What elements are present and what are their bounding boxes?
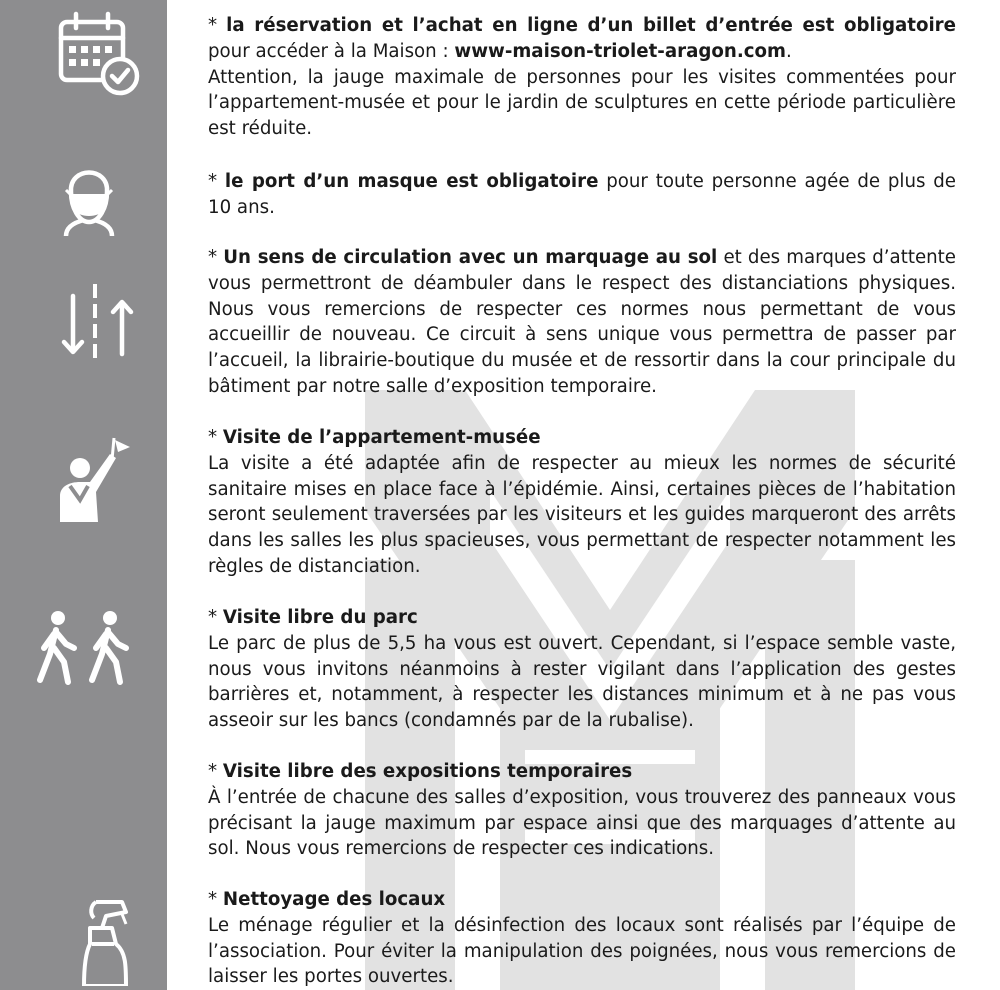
- booking-text: pour accéder à la Maison :: [208, 40, 455, 62]
- bullet-star: *: [208, 761, 223, 782]
- bullet-star: *: [208, 427, 223, 448]
- apartment-title: [208, 425, 956, 451]
- park-text: Le parc de plus de 5,5 ha vous est ouvert. Cependant, si l’espace semble vaste, nous vous invitons néanmoins à rester vigilant dans l’application des gestes barrières et, notamment, à respecter les distances minimum et à ne pas vous asseoir sur les bancs (condamnés par de la rubalise).: [208, 632, 956, 732]
- park-title: [208, 605, 956, 631]
- bullet-star: *: [208, 247, 224, 268]
- mask-paragraph: [208, 169, 956, 221]
- bullet-star: *: [208, 171, 225, 192]
- section-mask: [208, 169, 956, 221]
- booking-url: www-maison-triolet-aragon.com: [454, 40, 786, 62]
- sidebar: [0, 0, 167, 990]
- mask-text: pour toute personne agée de plus de 10 ans.: [208, 171, 956, 218]
- section-circulation: [208, 245, 956, 400]
- cleaning-title: [208, 887, 956, 913]
- face-mask-icon: [36, 146, 142, 238]
- exhibitions-heading: Visite libre des expositions temporaires: [222, 761, 633, 782]
- mask-heading: le port d’un masque est obligatoire: [224, 171, 599, 192]
- circulation-text: et des marques d’attente vous permettront de déambuler dans le respect des distanciations physiques. Nous vous remercions de respecter ces normes nous permettant de vous accueillir de nouveau. Ce circuit à sens unique vous permettra de passer par l’accueil, la librairie-boutique du musée et de ressortir dans la cour principale du bâtiment par notre salle d’exposition temporaire.: [208, 247, 956, 397]
- booking-paragraph: [208, 13, 956, 65]
- guide-flag-icon: [36, 434, 142, 526]
- circulation-heading: Un sens de circulation avec un marquage au sol: [223, 247, 718, 268]
- cleaning-text: Le ménage régulier et la désinfection des locaux sont réalisés par l’équipe de l’association. Pour éviter la manipulation des poignées, nous vous remercions de laisser les portes ouvertes.: [208, 914, 956, 988]
- bullet-star: *: [208, 607, 223, 628]
- section-cleaning: [208, 887, 956, 990]
- circulation-arrows-icon: [36, 282, 142, 374]
- bullet-star: *: [208, 15, 227, 36]
- calendar-check-icon: [36, 8, 142, 100]
- section-park: [208, 605, 956, 734]
- apartment-text: La visite a été adaptée afin de respecter au mieux les normes de sécurité sanitaire mises en place face à l’épidémie. Ainsi, certaines pièces de l’habitation seront seulement traversées par les visiteurs et les guides marqueront des arrêts dans les salles les plus spacieuses, vous permettant de respecter notamment les règles de distanciation.: [208, 452, 956, 577]
- section-exhibitions: [208, 759, 956, 862]
- booking-heading: la réservation et l’achat en ligne d’un billet d’entrée est obligatoire: [226, 15, 956, 36]
- exhibitions-text: À l’entrée de chacune des salles d’exposition, vous trouverez des panneaux vous précisant la jauge maximum par espace ainsi que des marquages d’attente au sol. Nous vous remercions de respecter ces indications.: [208, 786, 956, 860]
- exhibitions-title: [208, 759, 956, 785]
- bullet-star: *: [208, 889, 223, 910]
- section-booking: [208, 13, 956, 142]
- booking-attention: Attention, la jauge maximale de personnes pour les visites commentées pour l’appartement-musée et pour le jardin de sculptures en cette période particulière est réduite.: [208, 66, 956, 140]
- walking-people-icon: [36, 604, 142, 696]
- booking-period: .: [785, 40, 792, 62]
- apartment-heading: Visite de l’appartement-musée: [222, 427, 541, 448]
- circulation-paragraph: [208, 245, 956, 400]
- section-apartment: [208, 425, 956, 580]
- spray-bottle-icon: [36, 894, 142, 986]
- park-heading: Visite libre du parc: [222, 607, 418, 628]
- cleaning-heading: Nettoyage des locaux: [222, 889, 446, 910]
